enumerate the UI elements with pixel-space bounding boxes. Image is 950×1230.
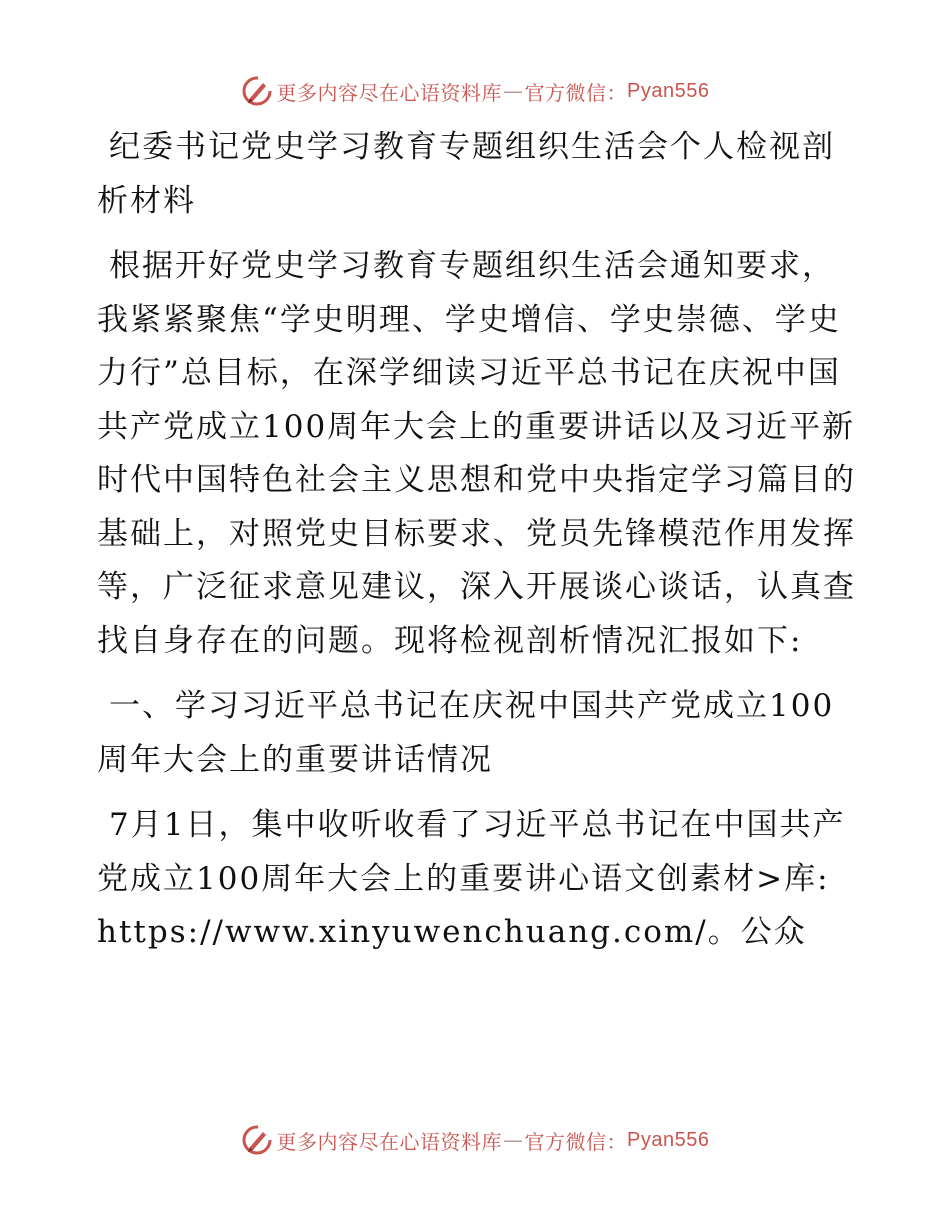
section-1-heading: 一、学习习近平总书记在庆祝中国共产党成立100周年大会上的重要讲话情况 xyxy=(97,688,835,778)
intro-paragraph: 根据开好党史学习教育专题组织生活会通知要求，我紧紧聚焦“学史明理、学史增信、学史崇德、学史力行”总目标，在深学细读习近平总书记在庆祝中国共产党成立100周年大会上的重要讲话以及习近平新时代中国特色社会主义思想和党中央指定学习篇目的基础上，对照党史目标要求、党员先锋模范作用发挥等，广泛征求意见建议，深入开展谈心谈话，认真查找自身存在的问题。现将检视剖析情况汇报如下: xyxy=(97,248,856,659)
document-title: 纪委书记党史学习教育专题组织生活会个人检视剖析材料 xyxy=(97,129,835,219)
banner-dash: — xyxy=(503,79,524,103)
section-1-paragraph: 7月1日，集中收听收看了习近平总书记在中国共产党成立100周年大会上的重要讲心语文创素材>库: https://www.xinyuwenchuang.com/。公众 xyxy=(97,807,846,950)
pen-logo-icon xyxy=(241,75,273,107)
pen-logo-icon xyxy=(241,1124,273,1156)
banner-official-label: 官方微信： xyxy=(524,1129,628,1154)
banner-dash: — xyxy=(503,1128,524,1152)
banner-wechat-id: Pyan556 xyxy=(627,1128,710,1151)
footer-banner xyxy=(0,1120,950,1160)
banner-title: 更多内容尽在心语资料库 xyxy=(276,1129,503,1154)
banner-title: 更多内容尽在心语资料库 xyxy=(276,80,503,105)
banner-wechat-id: Pyan556 xyxy=(627,79,710,102)
banner-official-label: 官方微信： xyxy=(524,80,628,105)
document-body xyxy=(97,121,857,972)
header-banner xyxy=(0,71,950,111)
